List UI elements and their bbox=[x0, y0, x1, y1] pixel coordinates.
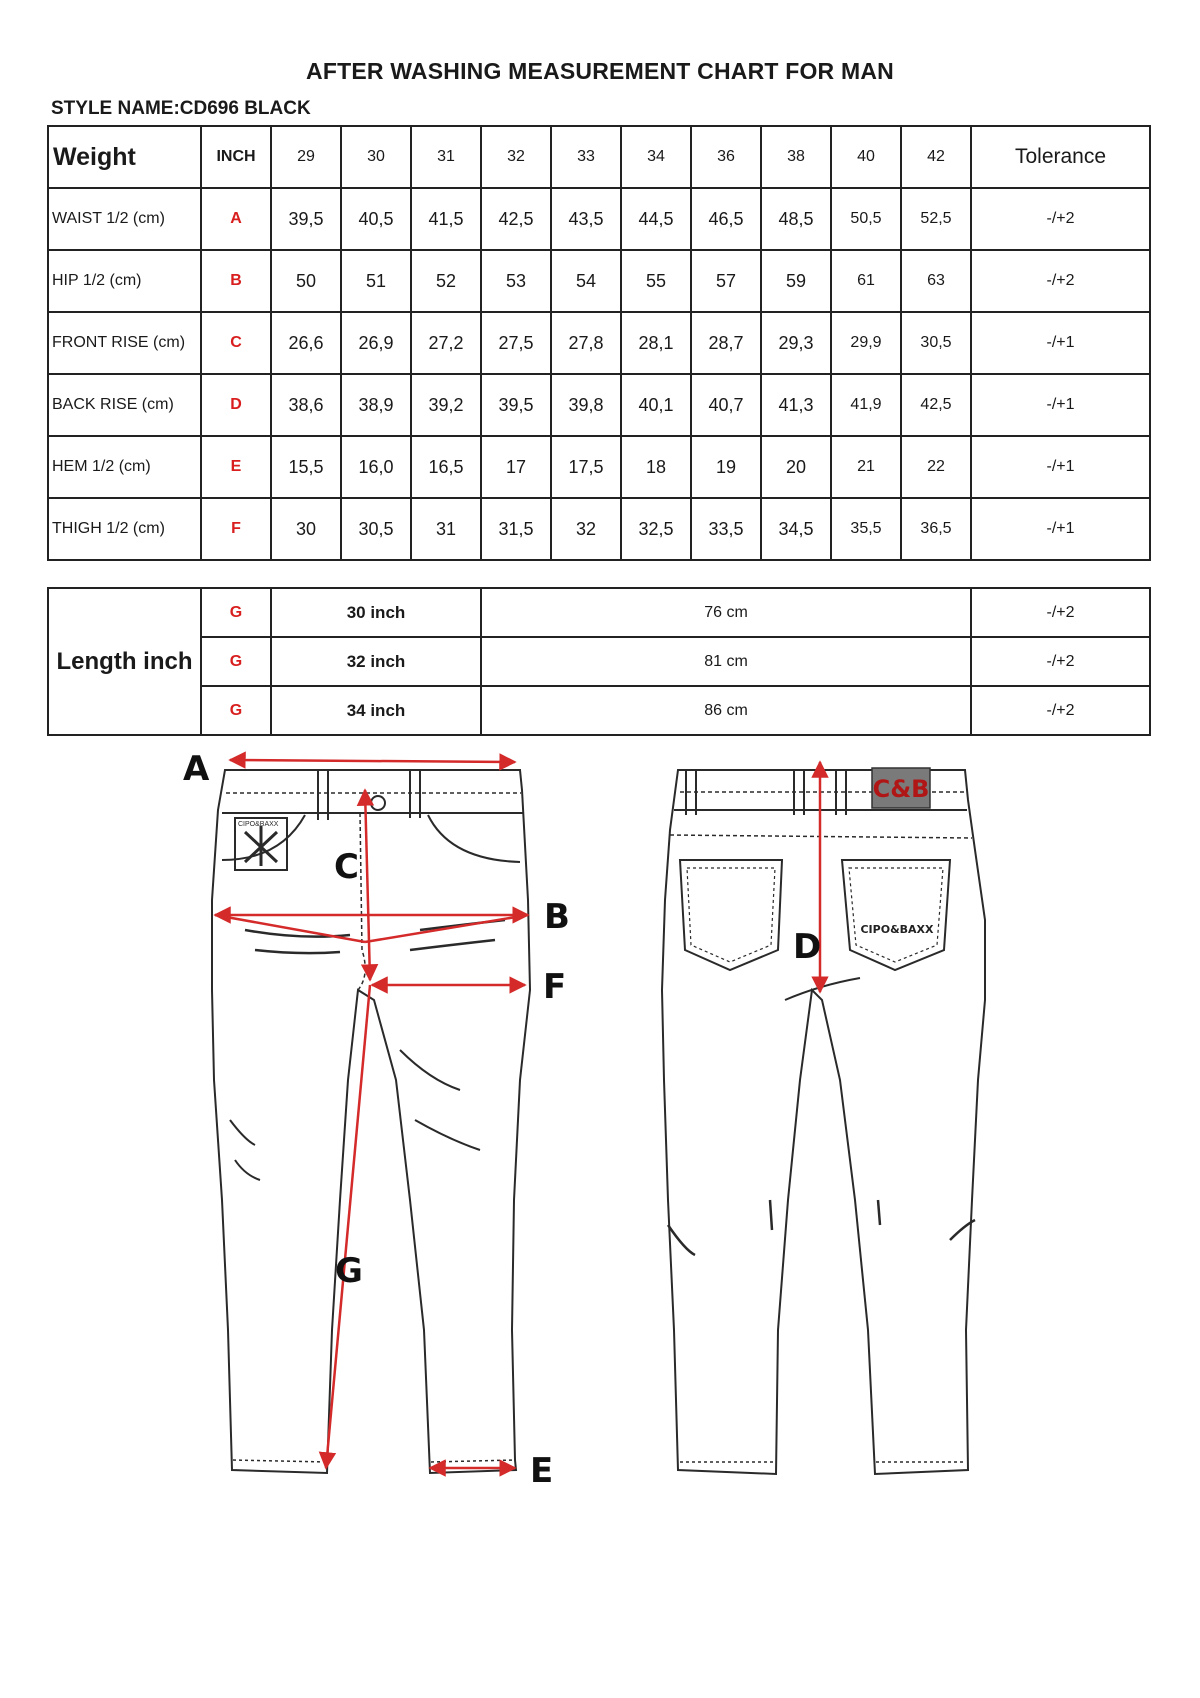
measure-value: 57 bbox=[691, 250, 761, 312]
measure-code: G bbox=[201, 686, 271, 735]
measure-code: C bbox=[201, 312, 271, 374]
front-outline bbox=[212, 770, 530, 1473]
label-f: F bbox=[543, 967, 567, 1007]
measure-value: 32 bbox=[551, 498, 621, 560]
back-view bbox=[662, 770, 985, 1474]
measure-value: 31 bbox=[411, 498, 481, 560]
label-b: B bbox=[544, 897, 570, 937]
measure-value: 42,5 bbox=[901, 374, 971, 436]
size-header: 33 bbox=[551, 126, 621, 188]
measure-value: 36,5 bbox=[901, 498, 971, 560]
front-measurements bbox=[215, 760, 528, 1468]
length-inch: 32 inch bbox=[271, 637, 481, 686]
length-inch: 30 inch bbox=[271, 588, 481, 637]
measure-value: 55 bbox=[621, 250, 691, 312]
measure-line-g bbox=[326, 985, 370, 1468]
hem-stitch bbox=[233, 1460, 515, 1462]
measure-value: 52,5 bbox=[901, 188, 971, 250]
measure-value: 35,5 bbox=[831, 498, 901, 560]
tolerance-cell: -/+1 bbox=[971, 312, 1150, 374]
page-title: AFTER WASHING MEASUREMENT CHART FOR MAN bbox=[306, 58, 894, 84]
size-row bbox=[48, 312, 1150, 374]
size-header: 38 bbox=[761, 126, 831, 188]
measure-code: A bbox=[201, 188, 271, 250]
length-label: Length inch bbox=[48, 588, 201, 735]
measure-value: 53 bbox=[481, 250, 551, 312]
measure-code: G bbox=[201, 588, 271, 637]
front-view bbox=[212, 770, 530, 1473]
size-row bbox=[48, 250, 1150, 312]
measure-value: 39,8 bbox=[551, 374, 621, 436]
measure-value: 52 bbox=[411, 250, 481, 312]
size-row bbox=[48, 498, 1150, 560]
tolerance-cell: -/+2 bbox=[971, 686, 1150, 735]
measure-code: D bbox=[201, 374, 271, 436]
measure-value: 20 bbox=[761, 436, 831, 498]
measure-value: 34,5 bbox=[761, 498, 831, 560]
length-cm: 81 cm bbox=[481, 637, 971, 686]
tolerance-cell: -/+2 bbox=[971, 188, 1150, 250]
measure-value: 29,9 bbox=[831, 312, 901, 374]
measure-value: 17,5 bbox=[551, 436, 621, 498]
measure-label: THIGH 1/2 (cm) bbox=[48, 498, 201, 560]
length-row bbox=[48, 637, 1150, 686]
label-e: E bbox=[530, 1451, 554, 1491]
measure-label: BACK RISE (cm) bbox=[48, 374, 201, 436]
measure-value: 54 bbox=[551, 250, 621, 312]
size-header: 31 bbox=[411, 126, 481, 188]
measure-value: 44,5 bbox=[621, 188, 691, 250]
measure-value: 40,1 bbox=[621, 374, 691, 436]
measure-value: 43,5 bbox=[551, 188, 621, 250]
tolerance-cell: -/+2 bbox=[971, 637, 1150, 686]
measure-line-b-diag bbox=[215, 915, 365, 942]
tolerance-cell: -/+2 bbox=[971, 250, 1150, 312]
tolerance-cell: -/+1 bbox=[971, 498, 1150, 560]
size-header: 29 bbox=[271, 126, 341, 188]
measure-value: 22 bbox=[901, 436, 971, 498]
size-row bbox=[48, 436, 1150, 498]
back-pocket-right bbox=[842, 860, 950, 970]
measure-value: 29,3 bbox=[761, 312, 831, 374]
size-header: 36 bbox=[691, 126, 761, 188]
back-pocket-left-stitch bbox=[687, 868, 775, 962]
measure-value: 27,5 bbox=[481, 312, 551, 374]
measure-value: 48,5 bbox=[761, 188, 831, 250]
length-table bbox=[47, 587, 1151, 736]
back-outline bbox=[662, 770, 985, 1474]
measure-value: 21 bbox=[831, 436, 901, 498]
measure-value: 26,9 bbox=[341, 312, 411, 374]
measure-code: G bbox=[201, 637, 271, 686]
length-row bbox=[48, 686, 1150, 735]
measure-label: HIP 1/2 (cm) bbox=[48, 250, 201, 312]
measure-code: F bbox=[201, 498, 271, 560]
tolerance-cell: -/+1 bbox=[971, 374, 1150, 436]
measure-value: 41,5 bbox=[411, 188, 481, 250]
measure-value: 40,5 bbox=[341, 188, 411, 250]
label-g: G bbox=[335, 1251, 363, 1291]
button bbox=[371, 796, 385, 810]
measure-value: 61 bbox=[831, 250, 901, 312]
measure-value: 63 bbox=[901, 250, 971, 312]
length-inch: 34 inch bbox=[271, 686, 481, 735]
measure-value: 50,5 bbox=[831, 188, 901, 250]
measure-code: B bbox=[201, 250, 271, 312]
measure-value: 46,5 bbox=[691, 188, 761, 250]
measure-code: E bbox=[201, 436, 271, 498]
measure-value: 39,2 bbox=[411, 374, 481, 436]
measure-line-a bbox=[230, 760, 515, 762]
label-a: A bbox=[183, 749, 210, 789]
measure-value: 30,5 bbox=[341, 498, 411, 560]
measure-value: 28,7 bbox=[691, 312, 761, 374]
measure-label: WAIST 1/2 (cm) bbox=[48, 188, 201, 250]
size-header: 42 bbox=[901, 126, 971, 188]
measure-value: 33,5 bbox=[691, 498, 761, 560]
size-measurement-table bbox=[47, 125, 1151, 561]
back-pocket-text: CIPO&BAXX bbox=[860, 923, 934, 936]
measure-value: 50 bbox=[271, 250, 341, 312]
measure-value: 42,5 bbox=[481, 188, 551, 250]
belt-loop bbox=[410, 770, 420, 818]
measure-value: 30,5 bbox=[901, 312, 971, 374]
style-name: STYLE NAME:CD696 BLACK bbox=[51, 98, 311, 119]
size-header-row bbox=[48, 126, 1150, 188]
measure-value: 28,1 bbox=[621, 312, 691, 374]
measure-value: 19 bbox=[691, 436, 761, 498]
measure-value: 17 bbox=[481, 436, 551, 498]
measure-value: 16,5 bbox=[411, 436, 481, 498]
back-patch-text: C&B bbox=[872, 775, 930, 803]
measure-value: 51 bbox=[341, 250, 411, 312]
measure-value: 15,5 bbox=[271, 436, 341, 498]
back-pocket-left bbox=[680, 860, 782, 970]
front-patch-text: CIPO&BAXX bbox=[238, 821, 279, 828]
measure-value: 59 bbox=[761, 250, 831, 312]
fly-stitch bbox=[358, 813, 365, 990]
measure-line-b-diag2 bbox=[365, 915, 528, 942]
measure-value: 16,0 bbox=[341, 436, 411, 498]
measure-value: 41,3 bbox=[761, 374, 831, 436]
length-cm: 86 cm bbox=[481, 686, 971, 735]
inch-header: INCH bbox=[201, 126, 271, 188]
measure-value: 38,9 bbox=[341, 374, 411, 436]
measure-value: 26,6 bbox=[271, 312, 341, 374]
tolerance-header: Tolerance bbox=[971, 126, 1150, 188]
measure-value: 38,6 bbox=[271, 374, 341, 436]
measure-line-c bbox=[365, 790, 370, 980]
length-row bbox=[48, 588, 1150, 637]
weight-header: Weight bbox=[48, 126, 201, 188]
measure-value: 40,7 bbox=[691, 374, 761, 436]
measure-value: 41,9 bbox=[831, 374, 901, 436]
tolerance-cell: -/+2 bbox=[971, 588, 1150, 637]
measure-value: 39,5 bbox=[271, 188, 341, 250]
wrinkle bbox=[785, 978, 860, 1000]
right-pocket bbox=[428, 815, 520, 862]
measure-value: 39,5 bbox=[481, 374, 551, 436]
label-c: C bbox=[334, 847, 359, 887]
measure-value: 30 bbox=[271, 498, 341, 560]
pants-diagram bbox=[0, 740, 1200, 1530]
measure-value: 32,5 bbox=[621, 498, 691, 560]
measure-label: FRONT RISE (cm) bbox=[48, 312, 201, 374]
measure-value: 31,5 bbox=[481, 498, 551, 560]
measure-value: 27,2 bbox=[411, 312, 481, 374]
size-header: 34 bbox=[621, 126, 691, 188]
length-cm: 76 cm bbox=[481, 588, 971, 637]
size-header: 30 bbox=[341, 126, 411, 188]
back-pocket-right-stitch bbox=[849, 868, 943, 962]
size-row bbox=[48, 188, 1150, 250]
size-row bbox=[48, 374, 1150, 436]
size-header: 40 bbox=[831, 126, 901, 188]
tolerance-cell: -/+1 bbox=[971, 436, 1150, 498]
measure-value: 18 bbox=[621, 436, 691, 498]
wrinkle bbox=[668, 1200, 975, 1255]
measure-label: HEM 1/2 (cm) bbox=[48, 436, 201, 498]
measure-value: 27,8 bbox=[551, 312, 621, 374]
size-header: 32 bbox=[481, 126, 551, 188]
label-d: D bbox=[793, 927, 822, 967]
